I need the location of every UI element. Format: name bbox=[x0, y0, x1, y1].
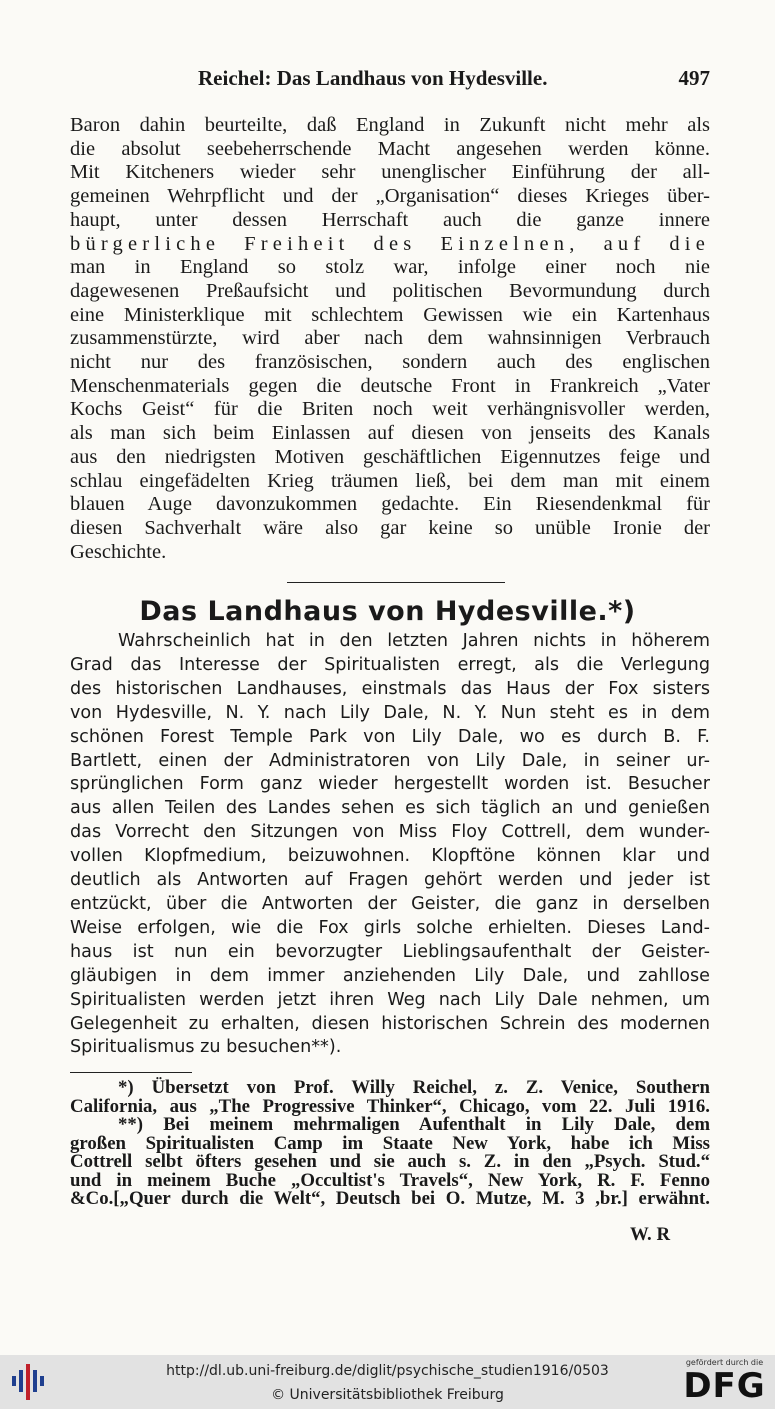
text-line: entzückt, über die Antworten der Geister, die ganz in derselben bbox=[70, 893, 710, 914]
text-line: Bartlett, einen der Administratoren von Lily Dale, in seiner ur- bbox=[70, 750, 710, 771]
text-line: Geschichte. bbox=[70, 540, 167, 563]
text-line: man in England so stolz war, infolge einer noch nie bbox=[70, 256, 710, 279]
footnote-line: großen Spiritualisten Camp im Staate New York, habe ich Miss bbox=[70, 1132, 710, 1154]
footnote-line: **) Bei meinem mehrmaligen Aufenthalt in Lily Dale, dem bbox=[118, 1114, 710, 1135]
copyright-notice: © Universitätsbibliothek Freiburg bbox=[271, 1387, 504, 1403]
text-line: nicht nur des französischen, sondern auch des englischen bbox=[70, 351, 710, 374]
text-line: Grad das Interesse der Spiritualisten erregt, als die Verlegung bbox=[70, 654, 710, 675]
text-line: Baron dahin beurteilte, daß England in Zukunft nicht mehr als bbox=[70, 114, 710, 136]
text-line: diesen Sachverhalt wäre also gar keine so unüble Ironie der bbox=[70, 516, 710, 539]
text-line: schönen Forest Temple Park von Lily Dale, wo es durch B. F. bbox=[70, 726, 710, 747]
footnote-rule bbox=[70, 1072, 192, 1073]
dfg-logo: DFG bbox=[683, 1366, 766, 1406]
footnote-line: California, aus „The Progressive Thinker“, Chicago, vom 22. Juli 1916. bbox=[70, 1095, 710, 1117]
text-line: gläubigen in dem immer anziehenden Lily Dale, und zahllose bbox=[70, 965, 710, 986]
text-line: haus ist nun ein bevorzugter Lieblingsaufenthalt der Geister- bbox=[70, 941, 710, 962]
text-line: haupt, unter dessen Herrschaft auch die ganze innere bbox=[70, 208, 710, 231]
text-line: aus allen Teilen des Landes sehen es sich täglich an und genießen bbox=[70, 798, 710, 819]
footnote-line: &Co.[„Quer durch die Welt“, Deutsch bei O. Mutze, M. 3 ,br.] erwähnt. bbox=[70, 1188, 710, 1209]
text-line: deutlich als Antworten auf Fragen gehört werden und jeder ist bbox=[70, 870, 710, 891]
text-line: die absolut seebeherrschende Macht angesehen werden könne. bbox=[70, 137, 710, 160]
text-line: Mit Kitcheners wieder sehr unenglischer Einführung der all- bbox=[70, 161, 710, 184]
footnote-line: *) Übersetzt von Prof. Willy Reichel, z. Z. Venice, Southern bbox=[118, 1077, 710, 1098]
text-line: blauen Auge davonzukommen gedachte. Ein Riesendenkmal für bbox=[70, 493, 710, 516]
footnotes bbox=[70, 1079, 710, 1209]
paragraph-continued bbox=[70, 114, 710, 564]
text-line: des historischen Landhauses, einstmals das Haus der Fox sisters bbox=[70, 678, 710, 699]
article-heading: Das Landhaus von Hydesville.*) bbox=[139, 596, 636, 627]
text-line: gemeinen Wehrpflicht und der „Organisation“ dieses Krieges über- bbox=[70, 185, 710, 208]
text-line: von Hydesville, N. Y. nach Lily Dale, N. Y. Nun steht es in dem bbox=[70, 702, 710, 723]
running-head-title: Reichel: Das Landhaus von Hydesville. bbox=[198, 66, 548, 90]
dfg-caption: gefördert durch die bbox=[685, 1358, 764, 1367]
text-line: Spiritualisten werden jetzt ihren Weg nach Lily Dale nehmen, um bbox=[70, 989, 710, 1010]
text-line: als man sich beim Einlassen auf diesen von jenseits des Kanals bbox=[70, 422, 710, 445]
article-body bbox=[70, 630, 710, 1060]
running-head bbox=[70, 66, 710, 94]
text-line: aus den niedrigsten Motiven geschäftlichen Eigennutzes feige und bbox=[70, 445, 710, 468]
page-number: 497 bbox=[678, 66, 710, 90]
author-initials: W. R bbox=[630, 1224, 671, 1245]
text-line: eine Ministerklique mit schlechtem Gewissen wie ein Kartenhaus bbox=[70, 303, 710, 326]
text-line: vollen Klopfmedium, beizuwohnen. Klopftöne können klar und bbox=[70, 846, 710, 867]
text-line: Weise erfolgen, wie die Fox girls solche erhielten. Dieses Land- bbox=[70, 917, 710, 938]
text-line: Spiritualismus zu besuchen**). bbox=[70, 1037, 342, 1058]
text-line: Menschenmaterials gegen die deutsche Front in Frankreich „Vater bbox=[70, 374, 710, 397]
text-line: Wahrscheinlich hat in den letzten Jahren nichts in höherem bbox=[118, 631, 710, 651]
permalink-url[interactable]: http://dl.ub.uni-freiburg.de/diglit/psychische_studien1916/0503 bbox=[166, 1363, 609, 1379]
text-line: schlau eingefädelten Krieg träumen ließ, bei dem man mit einem bbox=[70, 469, 710, 492]
footnote-line: und in meinem Buche „Occultist's Travels“, New York, R. F. Fenno bbox=[70, 1169, 710, 1191]
text-line: zusammenstürzte, wird aber nach dem wahnsinnigen Verbrauch bbox=[70, 327, 710, 350]
text-line: Gelegenheit zu erhalten, diesen historischen Schrein des modernen bbox=[70, 1013, 710, 1034]
text-line: sprünglichen Form ganz wieder hergestellt worden ist. Besucher bbox=[70, 774, 710, 795]
text-line: das Vorrecht den Sitzungen von Miss Floy Cottrell, dem wunder- bbox=[70, 822, 710, 843]
text-line: dagewesenen Preßaufsicht und politischen Bevormundung durch bbox=[70, 279, 710, 302]
text-line-spaced: bürgerliche Freiheit des Einzelnen, auf die bbox=[70, 232, 710, 255]
footnote-line: Cottrell selbt öfters gesehen und sie auch s. Z. in den „Psych. Stud.“ bbox=[70, 1151, 710, 1172]
section-divider bbox=[287, 582, 505, 583]
text-line: Kochs Geist“ für die Briten noch weit verhängnisvoller werden, bbox=[70, 398, 710, 421]
